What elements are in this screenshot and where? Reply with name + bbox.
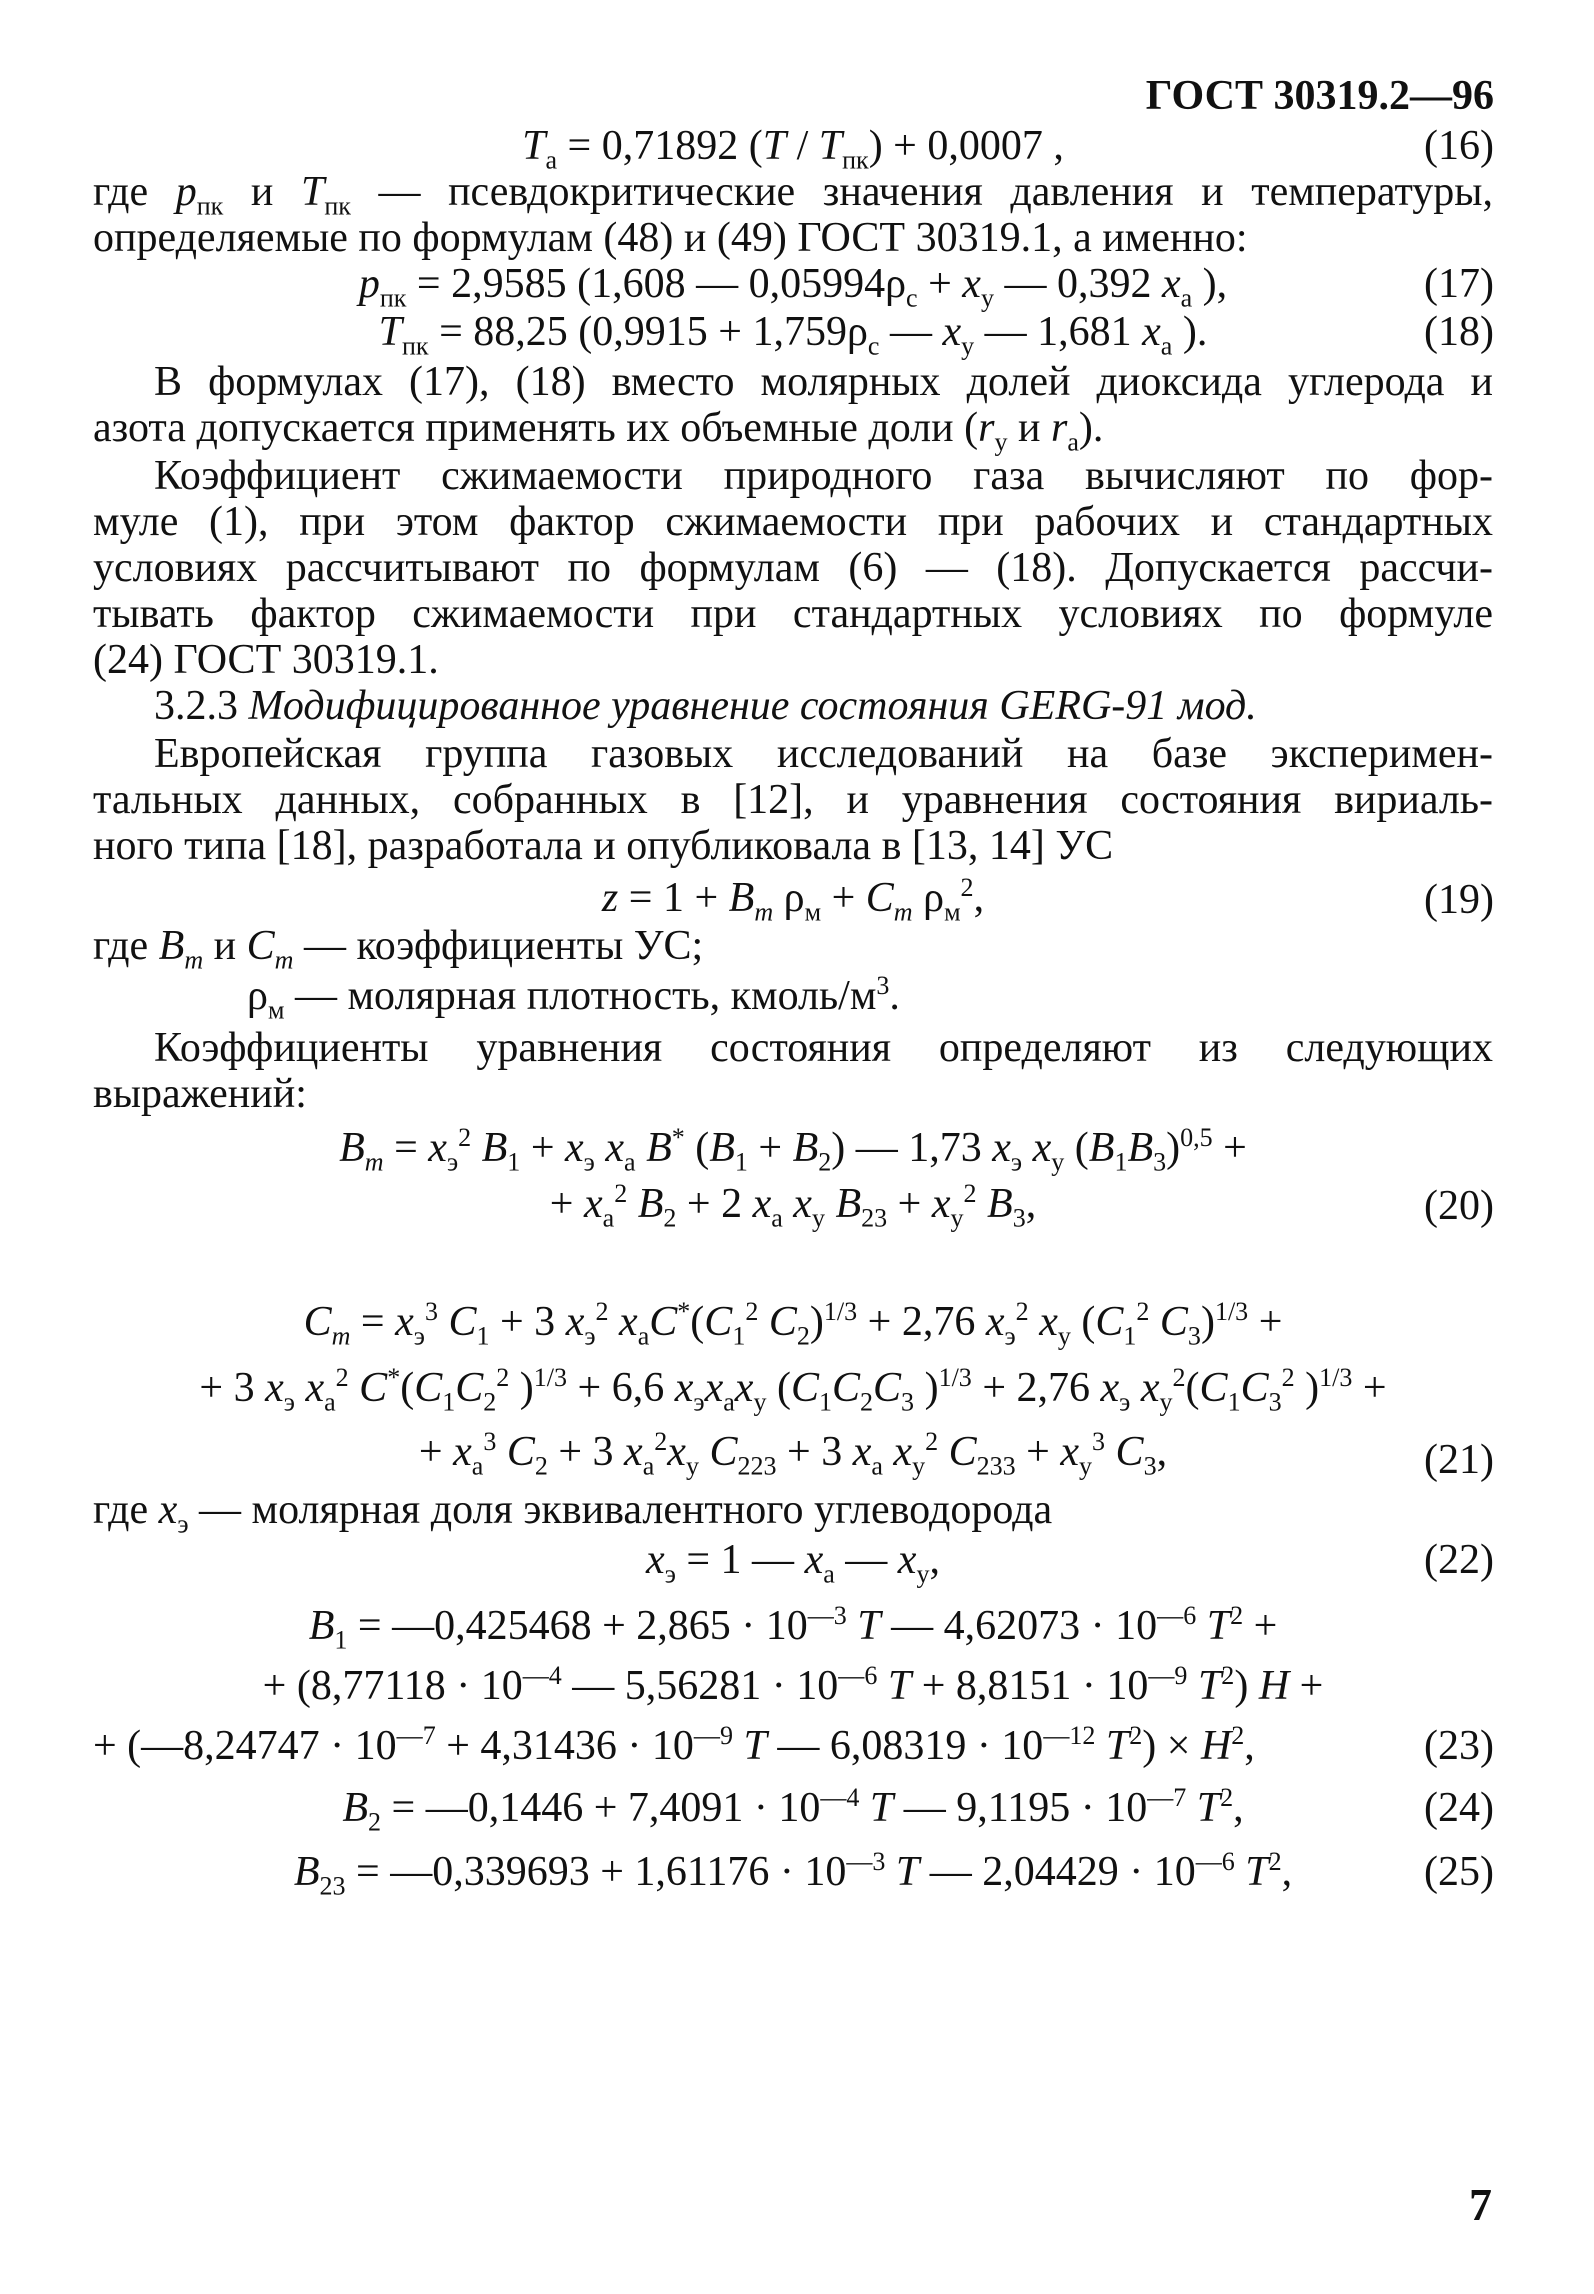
text-line-p3-2: муле (1), при этом фактор сжимаемости при рабочих и стандартных (93, 499, 1493, 545)
text-line-p3-1: Коэффициент сжимаемости природного газа вычисляют по фор- (154, 453, 1493, 499)
text-line-p3-5: (24) ГОСТ 30319.1. (93, 637, 439, 683)
text-line-p4-1: Европейская группа газовых исследований на базе эксперимен- (154, 731, 1493, 777)
equation-number-19: (19) (1424, 877, 1494, 923)
text-line-p4-3: ного типа [18], разработала и опубликовала в [13, 14] УС (93, 823, 1114, 869)
section-title: Модифицированное уравнение состояния GERG-91 мод. (248, 683, 1257, 729)
page-number: 7 (1469, 2179, 1492, 2230)
text-line-p6-2: выражений: (93, 1071, 307, 1117)
equation-21-line-1: $C_m = x_э^3$ $C_1 + 3$ $x_э^2$ $x_аC^*(C_1^2$ $C_2)^{1/3} + 2,76$ $x_э^2$ $x_у$ ($C_1^2$ $C_3)^{1/3}$ + (303, 1297, 1283, 1351)
equation-number-24: (24) (1424, 1785, 1494, 1831)
text-line-p1-2: определяемые по формулам (48) и (49) ГОСТ 30319.1, а именно: (93, 215, 1248, 261)
equation-21-line-3: + $x_а^3$ $C_2 + 3$ $x_а^2x_у$ $C_{223} + 3$ $x_а$ $x_у^2$ $C_{233} + x_у^3$ $C_3$, (418, 1427, 1168, 1481)
equation-20-line-1: $B_m = x_э^2$ $B_1 + x_э$ $x_а$ B* $(B_1 + B_2)$ — 1,73 $x_э$ $x_у$ $(B_1B_3)^{0,5}$ + (339, 1123, 1247, 1177)
equation-number-18: (18) (1424, 309, 1494, 355)
text-line-p6-1: Коэффициенты уравнения состояния определяют из следующих (154, 1025, 1493, 1071)
equation-number-21: (21) (1424, 1437, 1494, 1483)
equation-number-20: (20) (1424, 1183, 1494, 1229)
text-line-p2-2: азота допускается применять их объемные доли ($r_у$ и $r_а$). (93, 405, 1104, 457)
text-line-p7-1: где $x_э$ — молярная доля эквивалентного углеводорода (93, 1487, 1053, 1539)
equation-16-text: $T_а = 0,71892$ $(T / T_{пк}) + 0,0007$ , (522, 123, 1064, 175)
equation-23-line-1: $B_1$ = —0,425468 + $2,865 \cdot 10^{—3}$ T — $4,62073 \cdot 10^{—6}$ $T^2$ + (308, 1601, 1278, 1655)
equation-17: $p_{пк} = 2,9585$ (1,608 — $0,05994\rho_с + x_у$ — 0,392 $x_а$ ), (358, 261, 1228, 313)
text-line-p1-1: где $p_{пк}$ и $T_{пк}$ — псевдокритические значения давления и температуры, (93, 169, 1493, 221)
equation-23-line-3: + (—8,24747 · $10^{—7} + 4,31436 \cdot 10^{—9}$ T — $6,08319 \cdot 10^{—12}$ $T^2) \times H^2$, (93, 1721, 1255, 1769)
equation-18: $T_{пк} = 88,25$ ($0,9915 + 1,759\rho_с$ — $x_у$ — 1,681 $x_а$ ). (378, 309, 1208, 361)
equation-20-line-2: + $x_а^2$ $B_2 + 2$ $x_а$ $x_у$ $B_{23} + x_у^2$ $B_3$, (549, 1179, 1037, 1233)
section-number: 3.2.3 (154, 683, 238, 729)
equation-21-line-2: + 3 $x_э$ $x_а^2$ $C^*(C_1C_2^2$ )$^{1/3}$ + 6,6 $x_эx_аx_у$ ($C_1C_2C_3$ )$^{1/3}$ + 2,76 $x_э$ $x_у^2(C_1C_3^2$ )$^{1/3}$ + (199, 1363, 1387, 1417)
equation-16 (93, 122, 1493, 175)
text-line-p3-3: условиях рассчитывают по формулам (6) — (18). Допускается рассчи- (93, 545, 1493, 591)
text-line-p5-1: где $B_m$ и $C_m$ — коэффициенты УС; (93, 923, 704, 975)
equation-25: $B_{23}$ = —0,339693 + $1,61176 \cdot 10^{—3}$ T — $2,04429 \cdot 10^{—6}$ $T^2$, (293, 1847, 1293, 1901)
equation-24: $B_2$ = —0,1446 + $7,4091 \cdot 10^{—4}$ T — $9,1195 \cdot 10^{—7}$ $T^2$, (342, 1783, 1244, 1837)
text-line-p5-2: $\rho_м$ — молярная плотность, кмоль/$м^3$. (247, 971, 900, 1025)
text-line-p4-2: тальных данных, собранных в [12], и уравнения состояния вириаль- (93, 777, 1493, 823)
equation-number-16: (16) (1424, 123, 1494, 169)
equation-number-25: (25) (1424, 1849, 1494, 1895)
equation-22: $x_э = 1$ — $x_а$ — $x_у$, (646, 1537, 940, 1589)
text-line-p3-4: тывать фактор сжимаемости при стандартных условиях по формуле (93, 591, 1493, 637)
equation-23-line-2: + ($8,77118 \cdot 10^{—4}$ — $5,56281 \cdot 10^{—6}$ $T + 8,8151 \cdot 10^{—9}$ $T^2$) H + (262, 1661, 1324, 1709)
document-header: ГОСТ 30319.2—96 (1145, 73, 1494, 119)
section-heading (154, 682, 1493, 730)
equation-number-22: (22) (1424, 1537, 1494, 1583)
text-line-p2-1: В формулах (17), (18) вместо молярных долей диоксида углерода и (154, 359, 1493, 405)
equation-number-23: (23) (1424, 1723, 1494, 1769)
equation-number-17: (17) (1424, 261, 1494, 307)
equation-19: $z = 1 + B_m$ $\rho_м + C_m$ $\rho_м^2$, (601, 873, 985, 927)
